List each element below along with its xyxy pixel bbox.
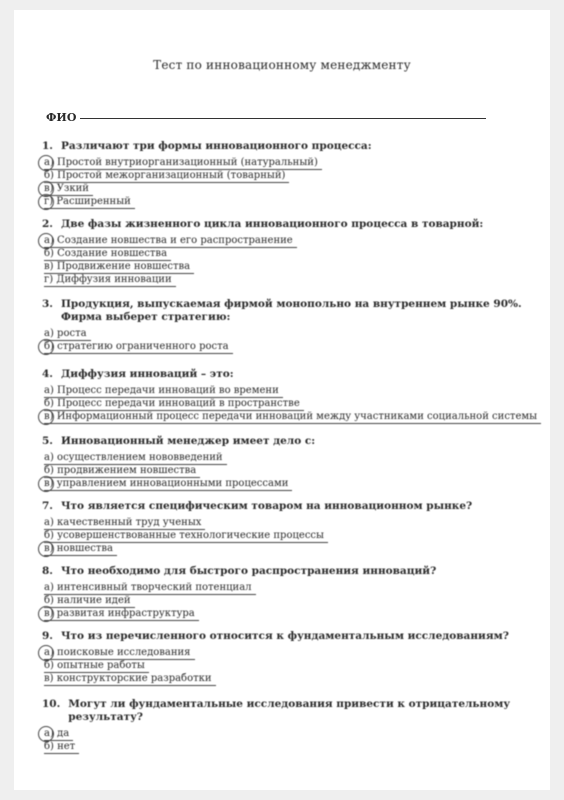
question-block xyxy=(42,140,522,208)
selected-answer-circle xyxy=(38,606,54,622)
answer-option-label: в) новшества xyxy=(44,542,117,556)
answer-option-label: б) наличие идей xyxy=(44,594,135,608)
answer-option xyxy=(42,327,522,340)
question-block xyxy=(42,698,522,753)
answer-option xyxy=(42,234,522,247)
answer-option xyxy=(42,477,522,490)
answer-option-label: г) Диффузия инновации xyxy=(44,273,176,287)
question-number: 9. xyxy=(42,630,53,642)
fio-label: ФИО xyxy=(46,111,77,124)
selected-answer-circle xyxy=(38,541,54,557)
answer-option-label: а) интенсивный творческий потенциал xyxy=(44,581,256,595)
answer-option-label: в) развитая инфраструктура xyxy=(44,607,199,621)
answer-options xyxy=(42,581,522,620)
answer-option-label: а) осуществлением нововведений xyxy=(44,451,227,465)
answer-option xyxy=(42,542,522,555)
question-heading xyxy=(42,140,522,153)
question-text: Могут ли фундаментальные исследования привести к отрицательному результату? xyxy=(68,698,511,723)
test-sheet xyxy=(14,10,550,790)
question-block xyxy=(42,565,522,620)
answer-options xyxy=(42,646,522,685)
answer-option-label: в) управлением инновационными процессами xyxy=(44,477,292,491)
answer-options xyxy=(42,156,522,208)
question-block xyxy=(42,298,522,353)
answer-options xyxy=(42,234,522,286)
answer-option xyxy=(42,397,522,410)
answer-option xyxy=(42,581,522,594)
answer-option-label: б) опытные работы xyxy=(44,659,149,673)
answer-options xyxy=(42,384,538,423)
answer-option-label: б) продвижением новшества xyxy=(44,464,200,478)
fio-underline xyxy=(80,118,486,119)
answer-option xyxy=(42,464,522,477)
answer-option xyxy=(42,247,522,260)
question-number: 3. xyxy=(42,298,53,310)
answer-option xyxy=(42,340,522,353)
answer-options xyxy=(42,727,522,753)
question-number: 4. xyxy=(42,368,53,380)
answer-option xyxy=(42,169,522,182)
answer-option-label: а) Простой внутриорганизационный (натуральный) xyxy=(44,156,322,170)
answer-option xyxy=(42,727,522,740)
answer-option-label: а) да xyxy=(44,727,73,741)
document-title: Тест по инновационному менеджменту xyxy=(153,58,411,72)
answer-options xyxy=(42,451,522,490)
question-text: Диффузия инноваций – это: xyxy=(60,368,234,380)
selected-answer-circle xyxy=(38,339,54,355)
question-heading xyxy=(42,218,522,231)
question-block xyxy=(42,218,522,286)
question-heading xyxy=(42,698,522,724)
answer-option xyxy=(42,273,522,286)
question-number: 7. xyxy=(42,500,53,512)
question-heading xyxy=(42,298,522,324)
question-text: Что из перечисленного относится к фундаментальным исследованиям? xyxy=(60,630,509,642)
answer-option-label: а) Создание новшества и его распространение xyxy=(44,234,297,248)
answer-option xyxy=(42,410,538,423)
question-block xyxy=(42,435,522,490)
answer-option xyxy=(42,182,522,195)
answer-option-label: в) Узкий xyxy=(44,182,93,196)
question-block xyxy=(42,368,538,423)
question-text: Различают три формы инновационного процесса: xyxy=(60,140,372,152)
answer-option-label: а) качественный труд ученых xyxy=(44,516,205,530)
answer-option-label: а) роста xyxy=(44,327,91,341)
question-text: Продукция, выпускаемая фирмой монопольно на внутреннем рынке 90%. Фирма выберет стратегию: xyxy=(60,298,522,323)
question-heading xyxy=(42,368,522,381)
question-number: 8. xyxy=(42,565,53,577)
answer-option-label: в) Продвижение новшества xyxy=(44,260,194,274)
selected-answer-circle xyxy=(38,476,54,492)
answer-option xyxy=(42,646,522,659)
answer-option-label: в) конструкторские разработки xyxy=(44,672,216,686)
answer-option-label: б) нет xyxy=(44,740,79,754)
answer-options xyxy=(42,516,522,555)
answer-option xyxy=(42,451,522,464)
question-heading xyxy=(42,500,522,513)
answer-option xyxy=(42,516,522,529)
selected-answer-circle xyxy=(38,409,54,425)
selected-answer-circle xyxy=(38,194,54,210)
answer-option xyxy=(42,672,522,685)
answer-option-label: г) Расширенный xyxy=(44,195,135,209)
answer-option xyxy=(42,607,522,620)
question-heading xyxy=(42,630,522,643)
question-text: Что является специфическим товаром на инновационном рынке? xyxy=(60,500,473,512)
fio-field xyxy=(46,106,486,122)
answer-option-label: в) Информационный процесс передачи инноваций между участниками социальной системы xyxy=(44,410,541,424)
question-block xyxy=(42,630,522,685)
answer-option-label: б) стратегию ограниченного роста xyxy=(44,340,233,354)
answer-option xyxy=(42,195,522,208)
answer-option-label: б) Процесс передачи инноваций в пространстве xyxy=(44,397,304,411)
question-number: 5. xyxy=(42,435,53,447)
question-number: 10. xyxy=(42,698,61,710)
question-text: Две фазы жизненного цикла инновационного процесса в товарной: xyxy=(60,218,484,230)
question-heading xyxy=(42,565,522,578)
answer-option-label: б) усовершенствованные технологические процессы xyxy=(44,529,328,543)
answer-option-label: а) Процесс передачи инноваций во времени xyxy=(44,384,283,398)
answer-option xyxy=(42,384,522,397)
answer-option xyxy=(42,594,522,607)
question-heading xyxy=(42,435,522,448)
answer-option-label: а) поисковые исследования xyxy=(44,646,195,660)
question-block xyxy=(42,500,522,555)
answer-option xyxy=(42,659,522,672)
question-text: Инновационный менеджер имеет дело с: xyxy=(60,435,316,447)
answer-option-label: б) Простой межорганизационный (товарный) xyxy=(44,169,289,183)
question-number: 2. xyxy=(42,218,53,230)
answer-option xyxy=(42,529,522,542)
answer-options xyxy=(42,327,522,353)
question-number: 1. xyxy=(42,140,53,152)
answer-option xyxy=(42,260,522,273)
answer-option-label: б) Создание новшества xyxy=(44,247,171,261)
answer-option xyxy=(42,156,522,169)
question-text: Что необходимо для быстрого распространения инноваций? xyxy=(60,565,437,577)
answer-option xyxy=(42,740,522,753)
